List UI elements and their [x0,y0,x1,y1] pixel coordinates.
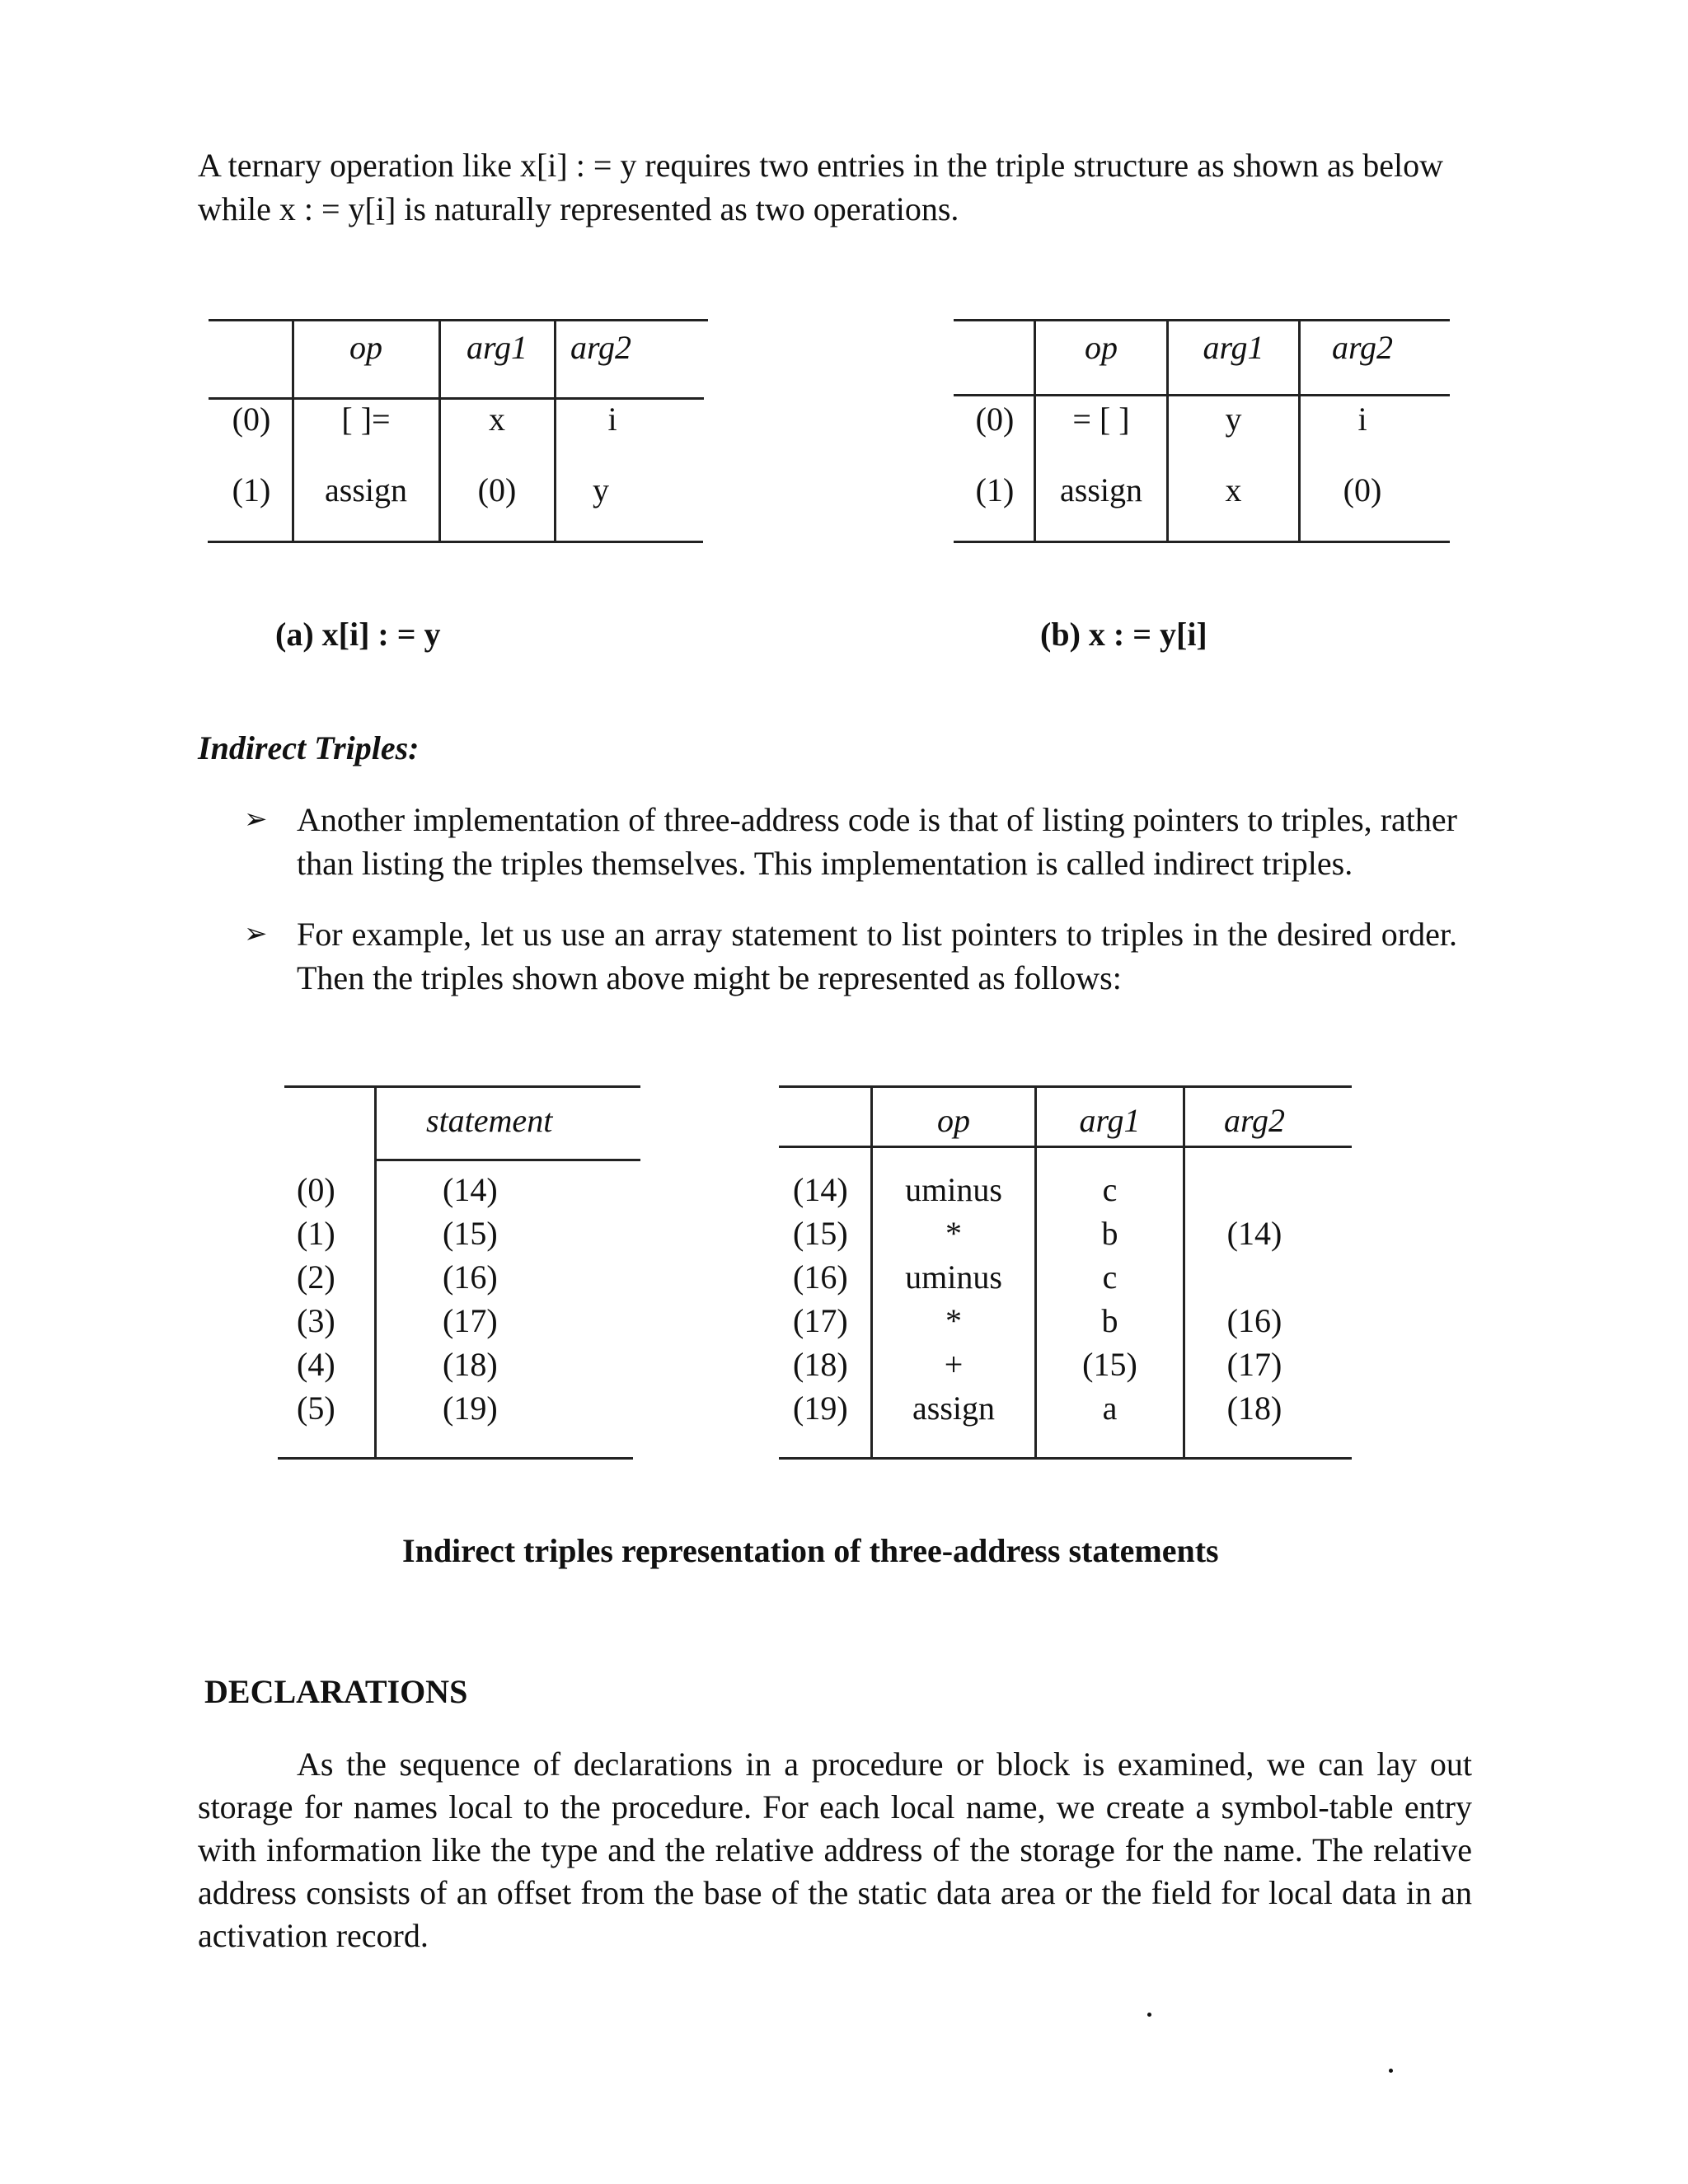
triple-arg2: (18) [1226,1390,1282,1427]
table-a-header-arg1: arg1 [466,329,528,366]
triple-table-header-op: op [937,1102,970,1139]
triple-op: uminus [905,1171,1002,1208]
triple-arg1: b [1101,1215,1118,1252]
triple-op: uminus [905,1258,1002,1296]
intro-line-2: while x : = y[i] is naturally represented as two operations. [198,190,959,227]
bullet-arrow-icon: ➢ [244,803,268,836]
table-a-header-op: op [349,329,382,366]
triple-op: + [944,1346,964,1383]
declarations-line-2: storage for names local to the procedure. For each local name, we create a symbol-table entry [198,1788,1472,1825]
table-a-header-arg2: arg2 [570,329,632,366]
statement-table-header: statement [426,1102,553,1139]
triple-idx: (14) [793,1171,848,1208]
statement-value: (17) [443,1302,498,1339]
table-b-row0-idx: (0) [975,401,1015,438]
statement-idx: (4) [297,1346,335,1383]
table-b-row1-arg2: (0) [1343,471,1382,509]
table-b-row1-op: assign [1060,471,1142,509]
figure-caption: Indirect triples representation of three-address statements [402,1532,1219,1569]
table-b-header-arg1: arg1 [1203,329,1264,366]
triple-table-header-arg1: arg1 [1079,1102,1141,1139]
triple-op: * [945,1215,962,1252]
triple-idx: (18) [793,1346,848,1383]
stray-dot [1389,2069,1393,2073]
declarations-line-5: activation record. [198,1917,429,1954]
triple-arg1: c [1102,1258,1118,1296]
table-b-row0-arg2: i [1357,401,1367,438]
triple-arg1: c [1102,1171,1118,1208]
table-b-caption: (b) x : = y[i] [1040,616,1207,653]
table-a-caption: (a) x[i] : = y [275,616,441,653]
table-a-row1-arg2: y [593,471,609,509]
statement-idx: (3) [297,1302,335,1339]
table-b-row1-arg1: x [1225,471,1242,509]
triple-arg2: (14) [1226,1215,1282,1252]
table-b-row0-arg1: y [1225,401,1242,438]
statement-value: (15) [443,1215,498,1252]
table-a-row0-arg2: i [607,401,617,438]
statement-value: (14) [443,1171,498,1208]
triple-arg2: (17) [1226,1346,1282,1383]
table-a-row1-idx: (1) [232,471,271,509]
triple-arg1: b [1101,1302,1118,1339]
triple-arg2: (16) [1226,1302,1282,1339]
triple-idx: (15) [793,1215,848,1252]
bullet2-line-1: For example, let us use an array statement to list pointers to triples in the desired order. [297,916,1457,953]
declarations-line-3: with information like the type and the relative address of the storage for the name. The relative [198,1831,1472,1868]
table-b-row1-idx: (1) [975,471,1015,509]
triple-arg1: (15) [1082,1346,1137,1383]
declarations-line-1: As the sequence of declarations in a procedure or block is examined, we can lay out [297,1746,1472,1783]
triple-table-header-arg2: arg2 [1223,1102,1286,1139]
triple-op: * [945,1302,962,1339]
triple-op: assign [912,1390,995,1427]
statement-idx: (5) [297,1390,335,1427]
declarations-heading: DECLARATIONS [204,1673,468,1710]
bullet1-line-2: than listing the triples themselves. This implementation is called indirect triples. [297,845,1353,882]
table-a-row0-arg1: x [489,401,505,438]
statement-idx: (1) [297,1215,335,1252]
bullet2-line-2: Then the triples shown above might be represented as follows: [297,959,1122,996]
statement-value: (19) [443,1390,498,1427]
indirect-triples-heading: Indirect Triples: [198,729,420,766]
table-a-row0-idx: (0) [232,401,271,438]
triple-arg1: a [1102,1390,1118,1427]
statement-value: (16) [443,1258,498,1296]
bullet1-line-1: Another implementation of three-address code is that of listing pointers to triples, rather [297,801,1457,838]
statement-idx: (2) [297,1258,335,1296]
declarations-line-4: address consists of an offset from the base of the static data area or the field for local data in an [198,1874,1472,1911]
triple-idx: (16) [793,1258,848,1296]
table-b-header-op: op [1085,329,1118,366]
table-a-row1-arg1: (0) [477,471,517,509]
triple-idx: (19) [793,1390,848,1427]
table-b-row0-op: = [ ] [1072,401,1130,438]
table-a-row0-op: [ ]= [341,401,391,438]
table-a-row1-op: assign [325,471,407,509]
table-b-header-arg2: arg2 [1331,329,1394,366]
stray-dot [1147,2013,1151,2017]
triple-idx: (17) [793,1302,848,1339]
bullet-arrow-icon: ➢ [244,917,268,950]
statement-idx: (0) [297,1171,335,1208]
intro-line-1: A ternary operation like x[i] : = y requires two entries in the triple structure as shown as below [198,147,1444,184]
statement-value: (18) [443,1346,498,1383]
